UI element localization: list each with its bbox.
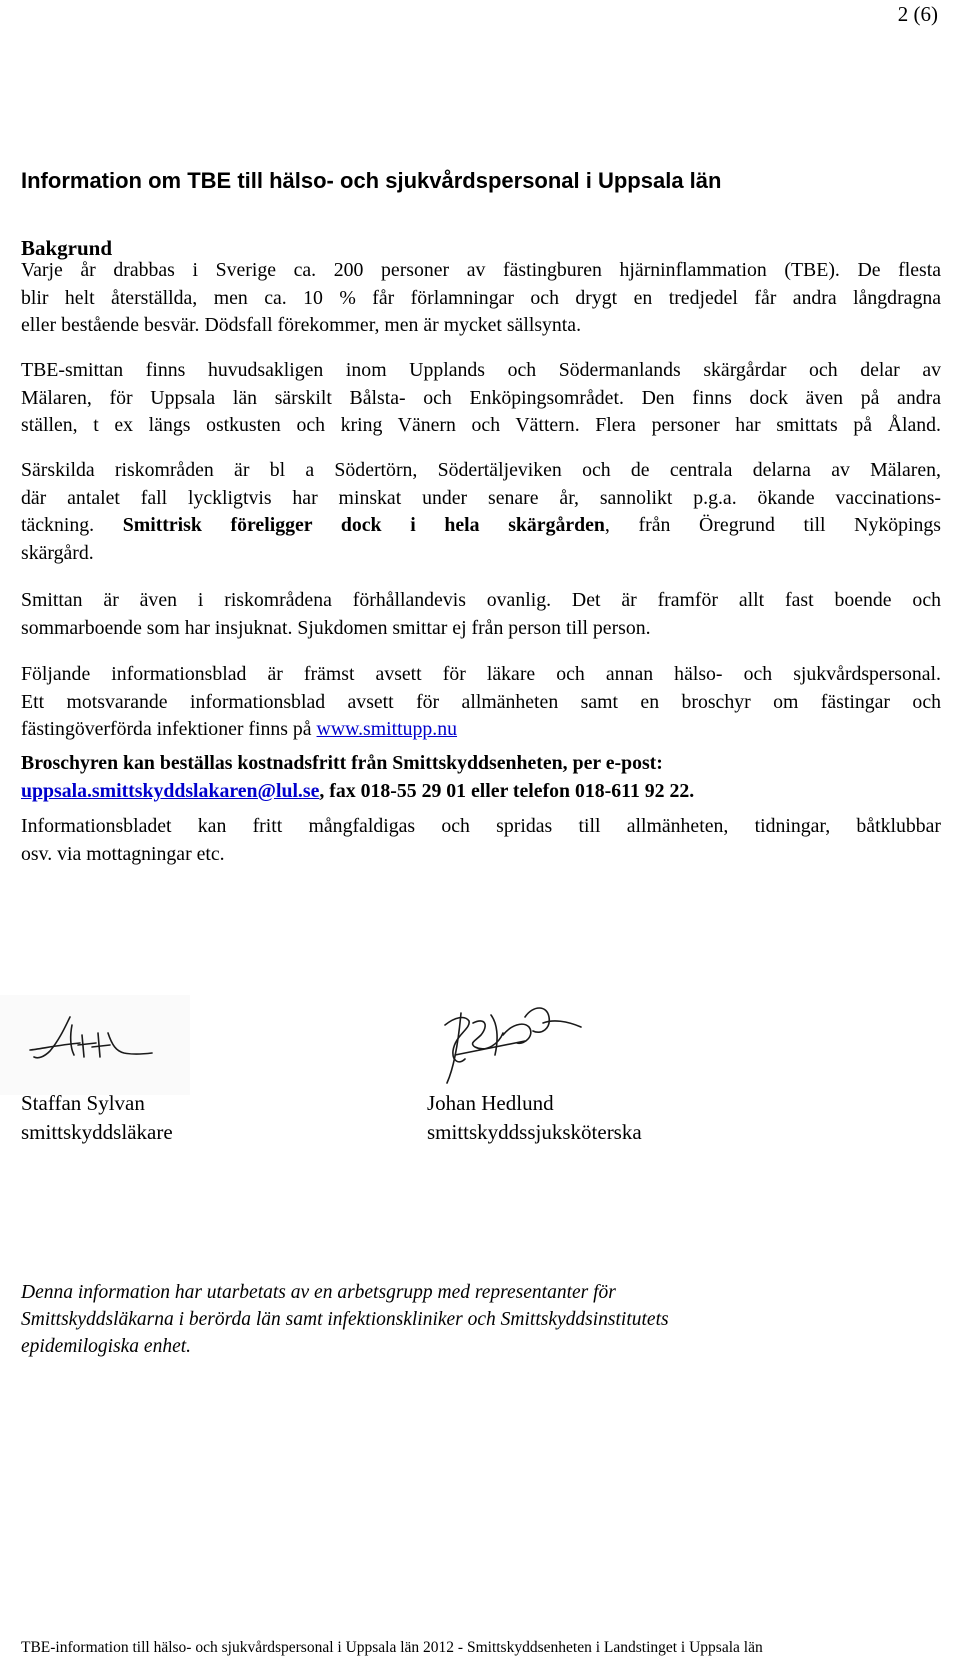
paragraph-line: blir helt återställda, men ca. 10 % får förlamningar och drygt en tredjedel får andra långdragna [21,286,941,309]
paragraph-line: Smittan är även i riskområdena förhållandevis ovanlig. Det är framför allt fast boende och [21,589,941,611]
signatory-name: Staffan Sylvan [21,1091,145,1115]
note-line: Denna information har utarbetats av en arbetsgrupp med representanter för [21,1282,616,1303]
paragraph-line: ställen, t ex längs ostkusten och kring Vänern och Vättern. Flera personer har smittats på Åland. [21,414,941,436]
paragraph-line: osv. via mottagningar etc. [21,842,225,865]
signatory-role: smittskyddsläkare [21,1120,173,1144]
text-run: , fax 018-55 29 01 eller telefon 018-611 92 22. [319,779,695,802]
working-group-note [21,1279,921,1360]
paragraph-line: Särskilda riskområden är bl a Södertörn, Södertäljeviken och de centrala delarna av Mälaren, [21,459,941,481]
page-footer: TBE-information till hälso- och sjukvårdspersonal i Uppsala län 2012 - Smittskyddsenheten i Landstinget i Uppsala län [21,1639,763,1656]
note-line: Smittskyddsläkarna i berörda län samt infektionskliniker och Smittskyddsinstitutets [21,1309,669,1330]
signatory-role: smittskyddssjuksköterska [427,1120,642,1144]
paragraph-info-sheets [21,661,941,744]
paragraph-distribution-permission [21,813,941,868]
paragraph-risk-areas [21,457,941,567]
paragraph-rarity [21,587,941,642]
text-run: fästingöverförda infektioner finns på [21,718,317,740]
paragraph-line: Mälaren, för Uppsala län särskilt Bålsta- och Enköpingsområdet. Den finns dock även på andra [21,386,941,409]
paragraph-line: Följande informationsblad är främst avsett för läkare och annan hälso- och sjukvårdspersonal. [21,663,941,685]
paragraph-line [21,716,941,744]
signatory-name: Johan Hedlund [427,1091,554,1115]
signature-staffan-sylvan [0,995,190,1095]
paragraph-line: Informationsbladet kan fritt mångfaldigas och spridas till allmänheten, tidningar, båtklubbar [21,815,941,837]
document-title: Information om TBE till hälso- och sjukvårdspersonal i Uppsala län [21,168,722,193]
paragraph-line: sommarboende som har insjuknat. Sjukdomen smittar ej från person till person. [21,616,651,639]
paragraph-line: TBE-smittan finns huvudsakligen inom Upplands och Södermanlands skärgårdar och delar av [21,359,941,381]
risk-warning-bold: Smittrisk föreligger dock i hela skärgården [122,514,605,536]
paragraph-line: Ett motsvarande informationsblad avsett för allmänheten samt en broschyr om fästingar och [21,690,941,713]
signature-johan-hedlund [425,995,595,1095]
text-run: , från Öregrund till Nyköpings [604,514,941,536]
paragraph-line: skärgård. [21,541,94,564]
paragraph-line: eller bestående besvär. Dödsfall förekommer, men är mycket sällsynta. [21,314,582,336]
email-link[interactable]: uppsala.smittskyddslakaren@lul.se [21,779,320,802]
paragraph-line [21,512,941,540]
text-run: täckning. [21,514,123,536]
section-heading-bakgrund: Bakgrund [21,236,113,260]
paragraph-line: där antalet fall lyckligtvis har minskat under senare år, sannolikt p.g.a. ökande vaccinations- [21,486,941,509]
paragraph-line: Broschyren kan beställas kostnadsfritt från Smittskyddsenheten, per e-post: [21,752,663,774]
smittupp-link[interactable]: www.smittupp.nu [316,718,458,740]
paragraph-order-brochure [21,750,941,805]
page-number: 2 (6) [897,2,938,26]
paragraph-line: Varje år drabbas i Sverige ca. 200 personer av fästingburen hjärninflammation (TBE). De flesta [21,259,941,281]
paragraph-line [21,778,941,806]
paragraph-incidence [21,257,941,340]
paragraph-distribution [21,357,941,440]
note-line: epidemilogiska enhet. [21,1336,192,1357]
